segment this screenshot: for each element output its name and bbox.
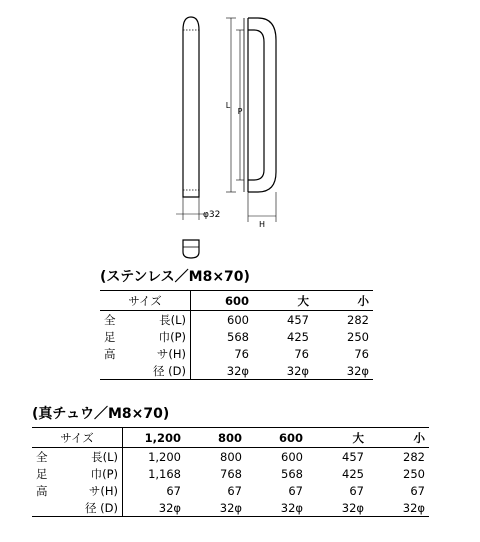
diameter-label: φ32: [203, 210, 221, 220]
table-cell: 67: [349, 483, 364, 498]
table-header-row: [100, 291, 373, 311]
table-cell: 1,200: [148, 449, 181, 464]
table-cell: 76: [234, 346, 249, 361]
table-cell: 568: [281, 466, 303, 481]
dim-height-label: H: [258, 220, 266, 229]
row-label: 全 長(L): [100, 311, 191, 329]
table-cell: 67: [410, 483, 425, 498]
table-row: [100, 345, 373, 362]
table-row: [32, 482, 429, 499]
stainless-title: (ステンレス／M8×70): [100, 269, 250, 285]
row-label: 全 長(L): [32, 448, 123, 466]
table-cell: 32φ: [191, 362, 254, 380]
table-cell: 32φ: [313, 362, 373, 380]
row-label: 高 サ(H): [100, 345, 191, 362]
size-header: サイズ: [100, 291, 191, 311]
table-cell: 457: [342, 449, 364, 464]
stainless-spec-table: [100, 290, 373, 380]
table-row: [100, 311, 373, 329]
row-label: 足 巾(P): [100, 328, 191, 345]
handle-front-view: [176, 17, 206, 258]
table-cell: 457: [287, 312, 309, 327]
table-row: [100, 328, 373, 345]
table-cell: 32φ: [246, 499, 307, 517]
table-cell: 282: [403, 449, 425, 464]
table-row: [32, 465, 429, 482]
table-cell: 32φ: [123, 499, 186, 517]
handle-side-view: [226, 18, 276, 222]
brass-spec-table: [32, 427, 429, 517]
table-cell: 250: [403, 466, 425, 481]
brass-title: (真チュウ／M8×70): [32, 406, 170, 422]
table-cell: 32φ: [307, 499, 368, 517]
table-cell: 282: [347, 312, 369, 327]
dim-length-label: L: [225, 101, 231, 110]
column-header: 1,200: [123, 428, 186, 448]
table-cell: 1,168: [148, 466, 181, 481]
table-cell: 768: [220, 466, 242, 481]
column-header: 600: [246, 428, 307, 448]
table-cell: 67: [288, 483, 303, 498]
table-cell: 67: [166, 483, 181, 498]
row-label: 足 巾(P): [32, 465, 123, 482]
table-cell: 425: [342, 466, 364, 481]
table-cell: 67: [227, 483, 242, 498]
table-cell: 600: [281, 449, 303, 464]
table-cell: 76: [354, 346, 369, 361]
column-header: 小: [368, 428, 429, 448]
column-header: 小: [313, 291, 373, 311]
table-cell: 425: [287, 329, 309, 344]
table-row: [32, 499, 429, 517]
column-header: 大: [253, 291, 313, 311]
table-cell: 800: [220, 449, 242, 464]
row-label: 径 (D): [32, 499, 123, 517]
column-header: 600: [191, 291, 254, 311]
size-header: サイズ: [32, 428, 123, 448]
table-cell: 32φ: [368, 499, 429, 517]
column-header: 800: [185, 428, 246, 448]
column-header: 大: [307, 428, 368, 448]
row-label: 高 サ(H): [32, 482, 123, 499]
table-header-row: [32, 428, 429, 448]
handle-drawing: [0, 0, 480, 270]
dim-pitch-label: P: [237, 107, 243, 116]
table-cell: 32φ: [253, 362, 313, 380]
table-cell: 250: [347, 329, 369, 344]
row-label: 径 (D): [100, 362, 191, 380]
table-cell: 600: [227, 312, 249, 327]
table-row: [100, 362, 373, 380]
table-cell: 32φ: [185, 499, 246, 517]
table-cell: 76: [294, 346, 309, 361]
table-row: [32, 448, 429, 466]
table-cell: 568: [227, 329, 249, 344]
